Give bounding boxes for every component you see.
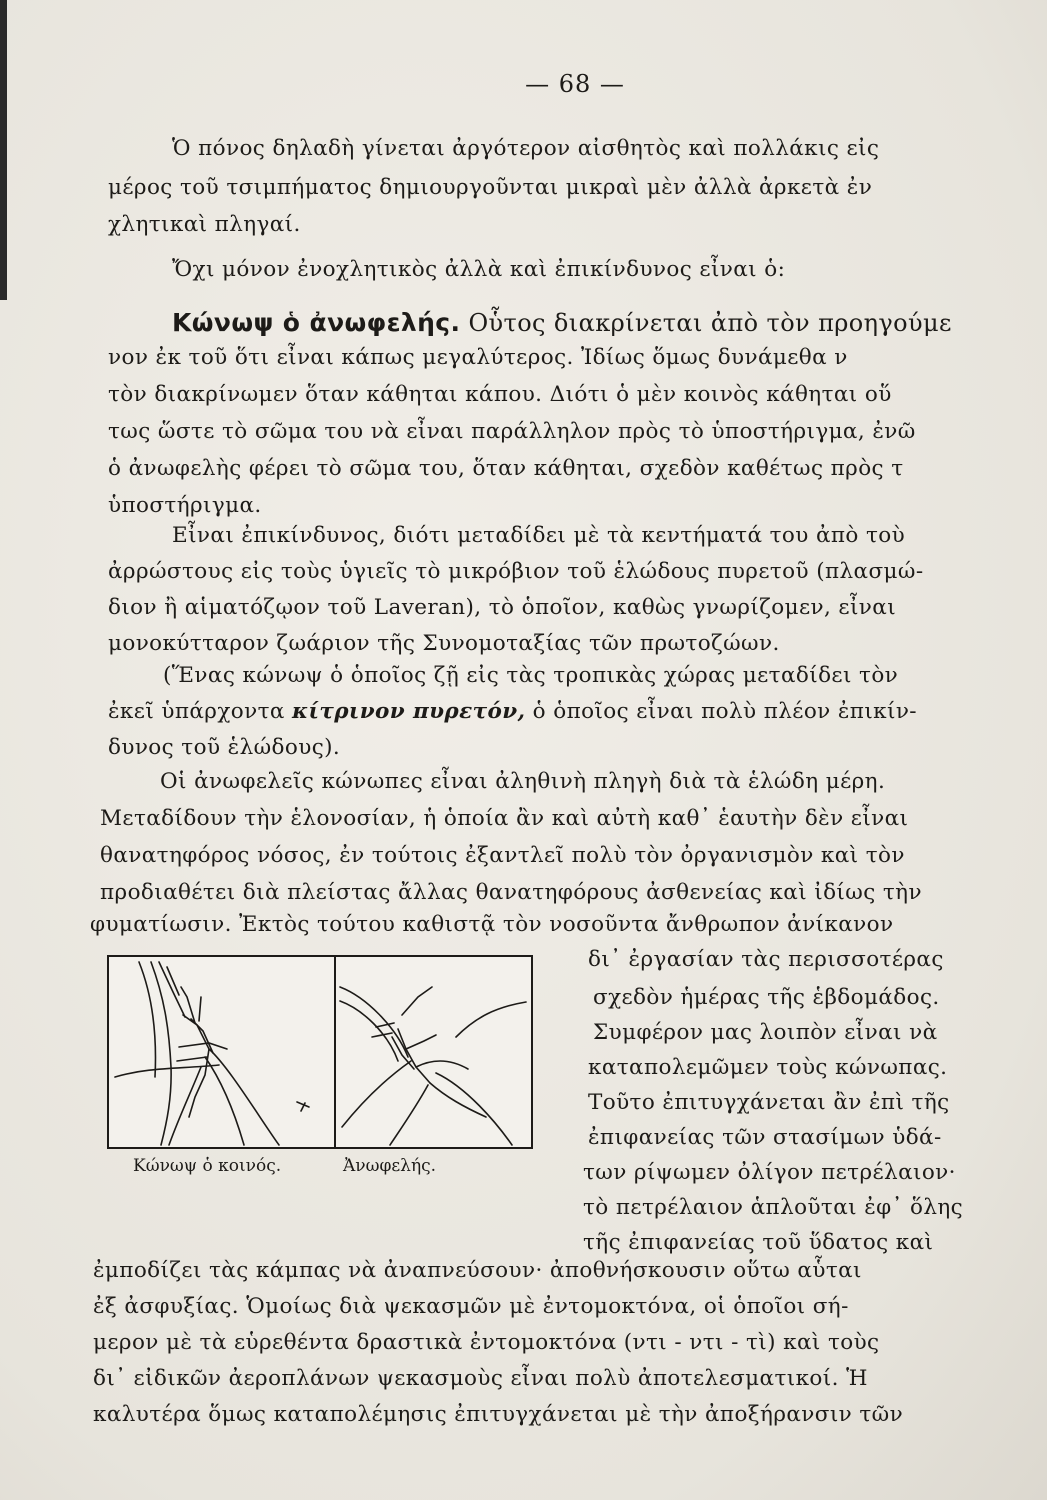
mosquito-leg bbox=[209, 1049, 279, 1145]
mosquito-leg bbox=[205, 1057, 244, 1145]
text-line: Εἶναι ἐπικίνδυνος, διότι μεταδίδει μὲ τὰ κεντήματά του ἀπὸ τοὺ bbox=[172, 523, 906, 548]
text-line: Τοῦτο ἐπιτυγχάνεται ἂν ἐπὶ τῆς bbox=[588, 1090, 950, 1115]
mosquito-leg bbox=[436, 1073, 512, 1145]
text-line: καλυτέρα ὅμως καταπολέμησις ἐπιτυγχάνεται μὲ τὴν ἀποξήρανσιν τῶν bbox=[93, 1402, 904, 1427]
text-line: Οἱ ἀνωφελεῖς κώνωπες εἶναι ἀληθινὴ πληγὴ διὰ τὰ ἑλώδη μέρη. bbox=[160, 769, 886, 794]
text-line: μέρος τοῦ τσιμπήματος δημιουργοῦνται μικραὶ μὲν ἀλλὰ ἀρκετὰ ἐν bbox=[108, 175, 873, 200]
text-line: ἐξ ἀσφυξίας. Ὁμοίως διὰ ψεκασμῶν μὲ ἐντομοκτόνα, οἱ ὁποῖοι σή- bbox=[93, 1294, 849, 1319]
mosquito-wing bbox=[406, 1035, 436, 1049]
text-segment: ἐκεῖ ὑπάρχοντα bbox=[108, 699, 293, 724]
text-line: θανατηφόρος νόσος, ἐν τούτοις ἐξαντλεῖ πολὺ τὸν ὀργανισμὸν καὶ τὸν bbox=[100, 843, 905, 868]
text-line: Ὁ πόνος δηλαδὴ γίνεται ἀργότερον αἰσθητὸς καὶ πολλάκις εἰς bbox=[172, 136, 880, 161]
text-line: τὸ πετρέλαιον ἁπλοῦται ἐφ᾿ ὅλης bbox=[583, 1195, 964, 1220]
text-segment: Οὗτος διακρίνεται ἀπὸ τὸν προηγούμε bbox=[460, 309, 952, 337]
text-line: τῆς ἐπιφανείας τοῦ ὕδατος καὶ bbox=[583, 1230, 934, 1255]
text-line: δι᾿ ἐργασίαν τὰς περισσοτέρας bbox=[588, 947, 944, 972]
caption-common-mosquito: Κώνωψ ὁ κοινός. bbox=[133, 1156, 282, 1176]
caption-anopheles: Ἀνωφελής. bbox=[343, 1156, 437, 1176]
text-line: νον ἐκ τοῦ ὅτι εἶναι κάπως μεγαλύτερος. Ἰδίως ὅμως δυνάμεθα ν bbox=[108, 345, 848, 370]
text-line: μερον μὲ τὰ εὑρεθέντα δραστικὰ ἐντομοκτόνα (ντι - ντι - τὶ) καὶ τοὺς bbox=[93, 1330, 880, 1355]
text-line: των ρίψωμεν ὀλίγον πετρέλαιον· bbox=[583, 1160, 956, 1185]
page-number: — 68 — bbox=[525, 70, 625, 98]
text-line: σχεδὸν ἡμέρας τῆς ἑβδομάδος. bbox=[593, 985, 940, 1010]
text-line: φυματίωσιν. Ἐκτὸς τούτου καθιστᾷ τὸν νοσοῦντα ἄνθρωπον ἀνίκανον bbox=[90, 912, 894, 937]
common-mosquito-panel bbox=[109, 957, 336, 1147]
common-mosquito-illustration bbox=[109, 957, 334, 1147]
text-line: δυνος τοῦ ἑλώδους). bbox=[108, 735, 341, 760]
text-line: διον ἢ αἱματόζῳον τοῦ Laveran), τὸ ὁποῖον, καθὼς γνωρίζομεν, εἶναι bbox=[108, 595, 897, 620]
text-line: ἐμποδίζει τὰς κάμπας νὰ ἀναπνεύσουν· ἀποθνήσκουσιν οὕτω αὗται bbox=[93, 1258, 862, 1283]
mosquito-leg bbox=[390, 1085, 428, 1145]
anopheles-heading-line bbox=[172, 308, 952, 337]
text-line: (Ἕνας κώνωψ ὁ ὁποῖος ζῇ εἰς τὰς τροπικὰς χώρας μεταδίδει τὸν bbox=[163, 663, 899, 688]
text-line: ἐπιφανείας τῶν στασίμων ὑδά- bbox=[588, 1125, 942, 1150]
mosquito-antenna bbox=[402, 987, 432, 1015]
text-line: μονοκύτταρον ζωάριον τῆς Συνομοταξίας τῶν πρωτοζώων. bbox=[108, 631, 780, 656]
text-segment: ὁ ὁποῖος εἶναι πολὺ πλέον ἐπικίν- bbox=[525, 699, 917, 724]
support-stem bbox=[139, 962, 155, 1077]
yellow-fever-line bbox=[108, 699, 917, 724]
text-line: τὸν διακρίνωμεν ὅταν κάθηται κάπου. Διότι ὁ μὲν κοινὸς κάθηται οὕ bbox=[108, 382, 892, 407]
mosquito-figure bbox=[107, 955, 533, 1149]
binding-edge-mark bbox=[0, 0, 7, 300]
support-stem bbox=[151, 962, 171, 1145]
text-line: ἀρρώστους εἰς τοὺς ὑγιεῖς τὸ μικρόβιον τοῦ ἑλώδους πυρετοῦ (πλασμώ- bbox=[108, 559, 924, 584]
text-line: ὁ ἀνωφελὴς φέρει τὸ σῶμα του, ὅταν κάθηται, σχεδὸν καθέτως πρὸς τ bbox=[108, 456, 904, 481]
wall-line bbox=[159, 962, 185, 1017]
text-line: καταπολεμῶμεν τοὺς κώνωπας. bbox=[588, 1055, 948, 1080]
text-line: ὑποστήριγμα. bbox=[108, 493, 262, 518]
text-line: χλητικαὶ πληγαί. bbox=[108, 212, 301, 237]
text-line: προδιαθέτει διὰ πλείστας ἄλλας θανατηφόρους ἀσθενείας καὶ ἰδίως τὴν bbox=[100, 880, 922, 905]
text-line: Ὄχι μόνον ἐνοχλητικὸς ἀλλὰ καὶ ἐπικίνδυνος εἶναι ὁ: bbox=[172, 257, 786, 282]
mosquito-leg bbox=[169, 1067, 201, 1145]
text-line: δι᾿ εἰδικῶν ἀεροπλάνων ψεκασμοὺς εἶναι πολὺ ἀποτελεσματικοί. Ἡ bbox=[93, 1366, 868, 1391]
mosquito-leg bbox=[430, 1083, 486, 1117]
text-line: Μεταδίδουν τὴν ἑλονοσίαν, ἡ ὁποία ἂν καὶ αὐτὴ καθ᾿ ἑαυτὴν δὲν εἶναι bbox=[100, 806, 909, 831]
anopheles-heading: Κώνωψ ὁ ἀνωφελής. bbox=[172, 308, 461, 337]
yellow-fever-emphasis: κίτρινον πυρετόν, bbox=[292, 699, 526, 724]
anopheles-illustration bbox=[336, 957, 531, 1147]
anopheles-panel bbox=[336, 957, 531, 1147]
text-line: τως ὥστε τὸ σῶμα του νὰ εἶναι παράλληλον πρὸς τὸ ὑποστήριγμα, ἐνῶ bbox=[108, 419, 916, 444]
text-line: Συμφέρον μας λοιπὸν εἶναι νὰ bbox=[593, 1020, 938, 1045]
